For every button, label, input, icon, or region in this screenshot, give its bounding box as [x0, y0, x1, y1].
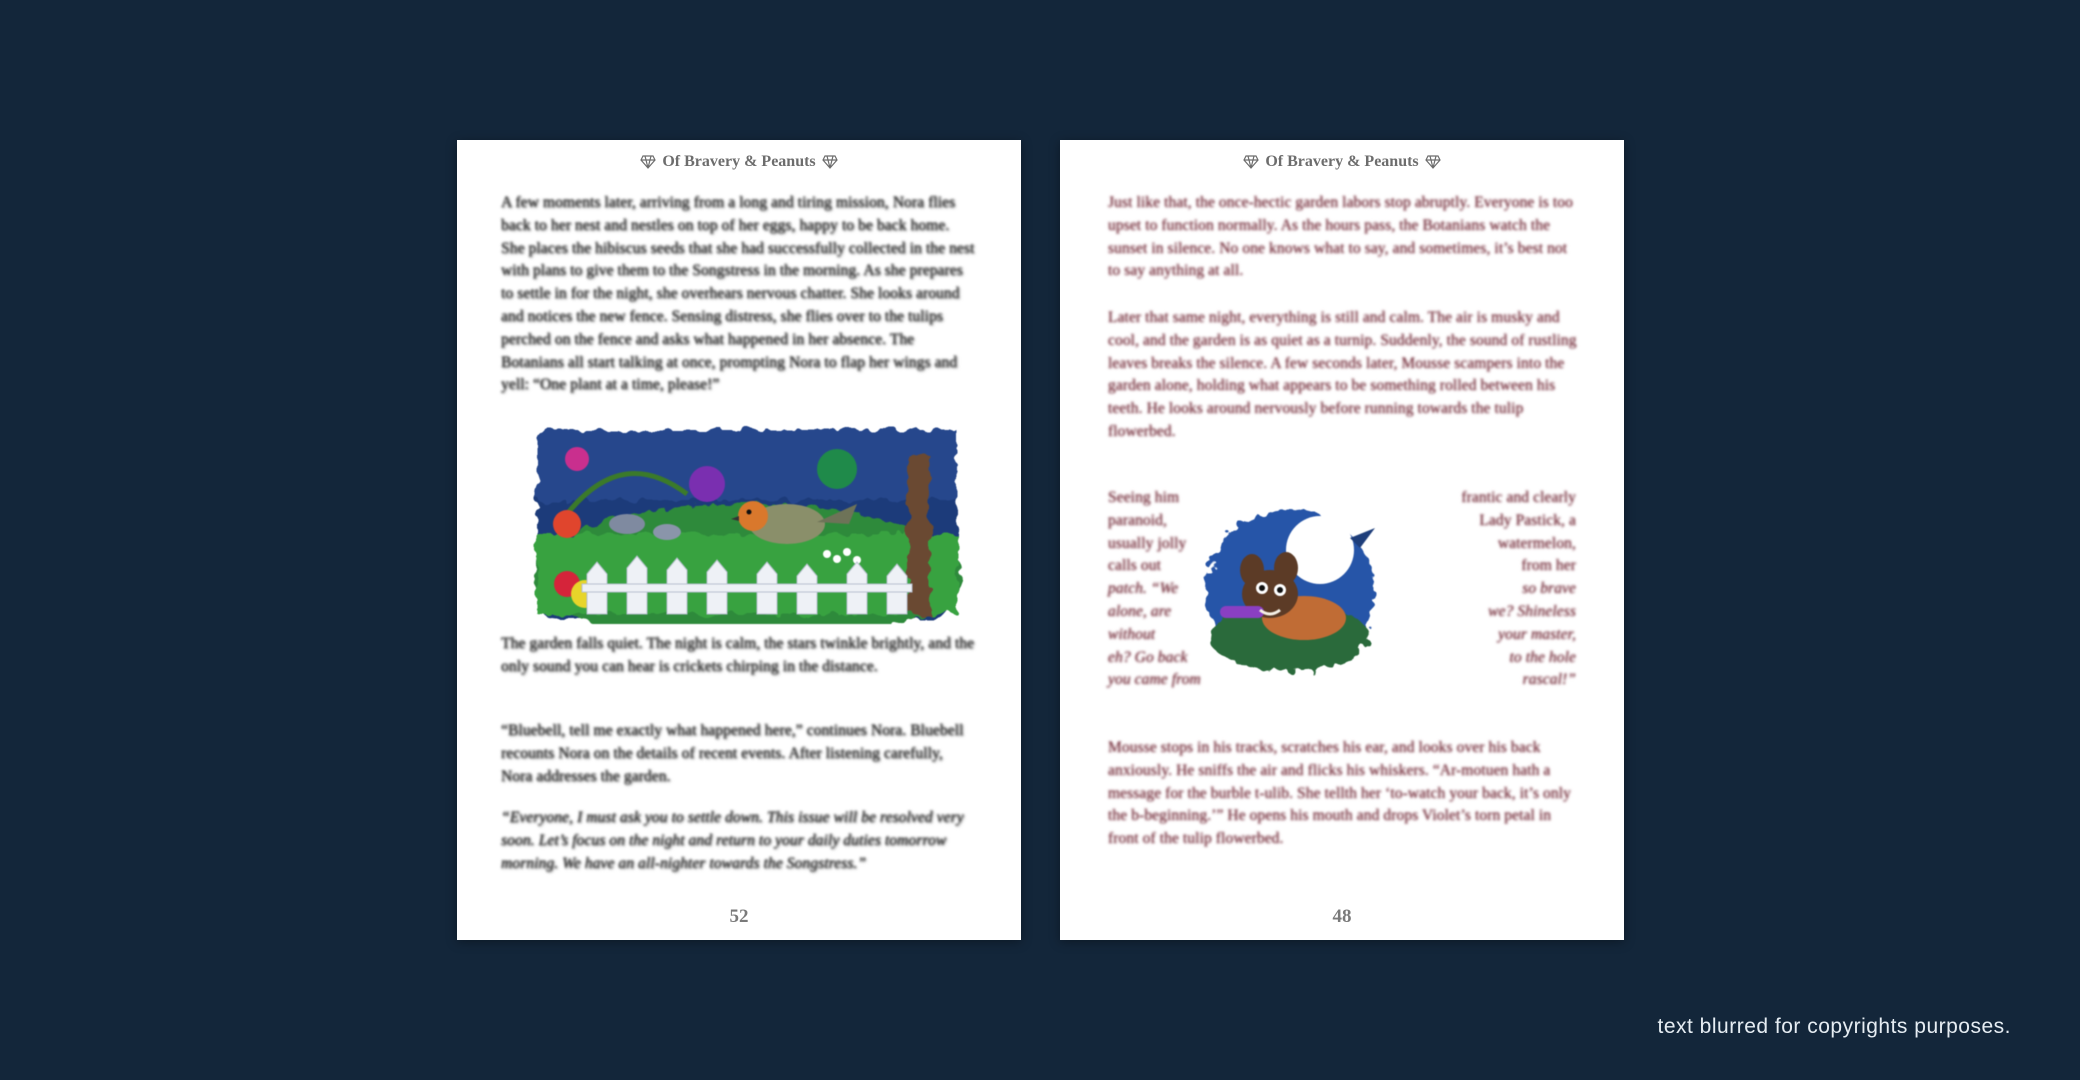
wrap-line: Lady Pastick, a: [1479, 511, 1576, 529]
wrap-line: usually jolly: [1108, 534, 1187, 552]
wrap-line: watermelon,: [1497, 534, 1576, 552]
paragraph-4: “Everyone, I must ask you to settle down. This issue will be resolved very soon. Let’s focus on the night and return to your daily duties tomorrow morning. We have an all-nighter towards the Songstress.”: [501, 809, 964, 872]
gem-icon: [640, 155, 656, 169]
wrap-line: Seeing him: [1108, 489, 1180, 506]
running-head-title: Of Bravery & Peanuts: [1265, 153, 1419, 170]
gem-icon: [1243, 155, 1259, 169]
right-page: [1060, 140, 1624, 940]
wrap-line: patch. “We: [1108, 580, 1179, 598]
paragraph-3: “Bluebell, tell me exactly what happened here,” continues Nora. Bluebell recounts Nora on the details of recent events. After listening carefully, Nora addresses the garden.: [501, 722, 964, 785]
gem-icon: [822, 155, 838, 169]
page-number: 48: [1332, 906, 1352, 927]
wrap-line: without: [1108, 625, 1156, 643]
wrap-line: we? Shineless: [1488, 602, 1576, 620]
running-head: [1060, 153, 1624, 171]
wrap-line: paranoid,: [1108, 511, 1168, 529]
wrap-text-left: [1108, 487, 1208, 692]
wrap-line: you came from: [1108, 671, 1201, 689]
wrap-line: frantic and clearly: [1461, 489, 1576, 506]
wrap-line: alone, are: [1108, 602, 1172, 620]
robin-garden-illustration: [527, 424, 967, 624]
paragraph-2: Later that same night, everything is still and calm. The air is musky and cool, and the garden is as quiet as a turnip. Suddenly, the sound of rustling leaves breaks the silence. A few seconds later, Mousse scampers into the garden alone, holding what appears to be something rolled between his teeth. He looks around nervously before running towards the tulip flowerbed.: [1108, 309, 1577, 440]
wrap-line: to the hole: [1509, 648, 1576, 666]
gem-icon: [1425, 155, 1441, 169]
copyright-note: text blurred for copyrights purposes.: [1657, 1015, 2011, 1038]
wrap-line: rascal!”: [1522, 671, 1576, 689]
wrap-line: so brave: [1522, 580, 1576, 598]
wrap-line: calls out: [1108, 557, 1161, 575]
page-number: 52: [729, 906, 749, 927]
wrap-line: from her: [1521, 557, 1576, 575]
paragraph-3: Mousse stops in his tracks, scratches his ear, and looks over his back anxiously. He sniffs the air and flicks his whiskers. “Ar-motuen hath a message for the burble t-ulib. She tellth her ‘to-watch your back, it’s only the b-beginning.’” He opens his mouth and drops Violet’s torn petal in front of the tulip flowerbed.: [1108, 739, 1572, 848]
wrap-text-right: [1426, 487, 1576, 692]
running-head-title: Of Bravery & Peanuts: [662, 153, 816, 170]
running-head: [457, 153, 1021, 171]
paragraph-1: Just like that, the once-hectic garden labors stop abruptly. Everyone is too upset to function normally. As the hours pass, the Botanians watch the sunset in silence. No one knows what to say, and sometimes, it’s best not to say anything at all.: [1108, 194, 1574, 280]
wrap-line: your master,: [1498, 625, 1576, 643]
mouse-moonlight-illustration: [1200, 498, 1380, 678]
wrap-line: eh? Go back: [1108, 648, 1188, 666]
paragraph-2: The garden falls quiet. The night is calm, the stars twinkle brightly, and the only sound you can hear is crickets chirping in the distance.: [501, 635, 975, 675]
paragraph-1: A few moments later, arriving from a long and tiring mission, Nora flies back to her nest and nestles on top of her eggs, happy to be back home. She places the hibiscus seeds that she had successfully collected in the nest with plans to give them to the Songstress in the morning. As she prepares to settle in for the night, she overhears nervous chatter. She looks around and notices the new fence. Sensing distress, she flies over to the tulips perched on the fence and asks what happened in her absence. The Botanians all start talking at once, prompting Nora to flap her wings and yell: “One plant at a time, please!”: [501, 194, 975, 394]
left-page: [457, 140, 1021, 940]
